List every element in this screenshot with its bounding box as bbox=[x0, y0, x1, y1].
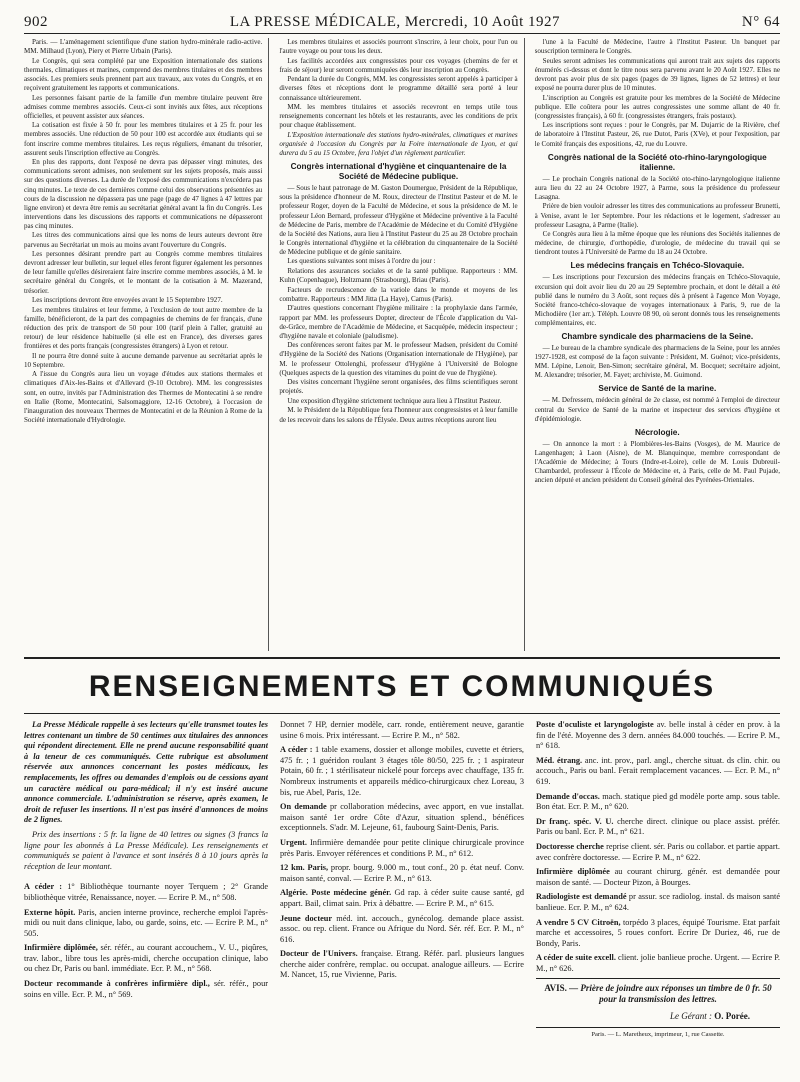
classified-ad: Donnet 7 HP, dernier modèle, carr. ronde, entièrement neuve, garantie usine 6 mois. Prix intéressant. — Ecrire P. M., n° 582. bbox=[280, 720, 524, 740]
paragraph: l'une à la Faculté de Médecine, l'autre à l'Institut Pasteur. Un banquet par souscription terminera le Congrès. bbox=[534, 38, 780, 56]
classified-ad bbox=[536, 918, 780, 950]
paragraph: Les inscriptions sont reçues : pour le Congrès, par M. Dujarric de la Rivière, chef de laboratoire à l'Institut Pasteur, 26, rue Dutot, Paris (XVe), et pour l'exposition, par le Comité français des expositions, 42, rue du Louvre. bbox=[534, 121, 780, 148]
paragraph: Relations des assurances sociales et de la santé publique. Rapporteurs : MM. Kuhn (Copenhague), Holtzmann (Strasbourg), Briau (Paris). bbox=[279, 267, 518, 285]
ad-lead: Externe hôpit. bbox=[24, 907, 76, 917]
paragraph: La cotisation est fixée à 50 fr. pour les membres titulaires et à 25 fr. pour les membres associés. Une réduction de 50 pour 100 est accordée aux étudiants qui se font inscrire comme membres titulaires. Les reçus réguliers, émanant du trésorier, assurent seuls l'inscription effective au Congrès. bbox=[24, 121, 263, 157]
ad-text: 1° Bibliothèque tournante noyer Terquem ; 2° Grande bibliothèque vitrée, Renaissance, noyer. — Ecrire P. M., n° 508. bbox=[24, 882, 268, 902]
paragraph: — Sous le haut patronage de M. Gaston Doumergue, Président de la République, sous la présidence d'honneur de M. Roux, directeur de l'Institut Pasteur et de M. le professeur Roger, doyen de la Faculté de Médecine, et sous la présidence de M. le professeur Léon Bernard, professeur d'Hygiène et Médecine préventive à la Faculté de Médecine de Paris, membre de l'Académie de Médecine et du Comité d'Hygiène de la Société des Nations, aura lieu à l'Institut Pasteur du 25 au 28 Octobre prochain le Congrès international d'hygiène et la célébration du cinquantenaire de la Société de Médecine publique et de génie sanitaire. bbox=[279, 184, 518, 256]
ad-text: Paris, ancien interne province, recherche emploi l'après-midi ou nuit dans clinique, labo, ou garde, soins, etc. — Ecrire P. M., n° 505. bbox=[24, 907, 268, 938]
classifieds-column-2 bbox=[280, 720, 524, 1076]
classified-ad bbox=[536, 817, 780, 838]
notice-box bbox=[536, 978, 780, 1005]
ad-lead: Docteur recommande à confrères infirmière dipl., bbox=[24, 979, 210, 989]
paragraph: Les personnes faisant partie de la famille d'un membre titulaire peuvent être admises comme membres associés. Ceux-ci sont invités aux fêtes, aux réceptions officielles, et peuvent assister aux séances. bbox=[24, 93, 263, 120]
classified-ad bbox=[536, 953, 780, 974]
section-heading: Chambre syndicale des pharmaciens de la Seine. bbox=[561, 332, 754, 342]
section-heading: Congrès international d'hygiène et cinquantenaire de la Société de Médecine publique. bbox=[290, 162, 507, 182]
ad-lead: A céder : bbox=[280, 745, 313, 755]
paragraph: — On annonce la mort : à Plombières-les-Bains (Vosges), de M. Maurice de Langenhagen; à Laon (Aisne), de M. Blanquinque, membre correspondant de l'Académie de Médecine; à Tours (Indre-et-Loire), celle de M. Louis Dubreuil-Chambardel, professeur à l'École de Médecine et, à Paris, celle de M. Paul Pujade, ancien député et ancien président du Conseil général des Pyrénées-Orientales. bbox=[534, 439, 780, 485]
paragraph: Les membres titulaires et leur femme, à l'exclusion de tout autre membre de la famille, bénéficieront, de la part des compagnies de chemins de fer français, d'une réduction des prix de transport de 50 pour 100 (tarif plein à l'aller, gratuité au retour) de leur résidence habituelle (si elle est en France), des diverses gares frontières et des ports français (congressistes étrangers) à Lyon et retour. bbox=[24, 305, 263, 351]
classified-ad bbox=[536, 892, 780, 913]
paragraph: Les facilités accordées aux congressistes pour ces voyages (chemins de fer et frais de séjour) leur seront communiquées dès leur inscription au Congrès. bbox=[279, 56, 518, 74]
paragraph: L'Exposition internationale des stations hydro-minérales, climatiques et marines organisée à l'occasion du Congrès par la Foire internationale de Lyon, et qui durera du 5 au 15 Octobre, fera l'objet d'un règlement particulier. bbox=[279, 130, 518, 158]
ad-text: sér. référ., au courant accouchem., V. U., piqûres, trav. labor., libre tous les après-midi, cherche occupation clinique, labo ou chez Dr, Paris ou banl. immédiate. Ecr. P. M., n° 568. bbox=[24, 943, 268, 974]
classified-ad bbox=[536, 756, 780, 788]
classified-ad bbox=[536, 720, 780, 752]
ad-text: au courant chirurg. génér. est demandée pour maison de santé. — Docteur Pizon, à Bourges. bbox=[536, 867, 780, 887]
banner-divider bbox=[24, 713, 780, 714]
running-head bbox=[24, 14, 780, 32]
header-rule bbox=[24, 33, 780, 34]
classified-ad bbox=[536, 792, 780, 813]
classified-ad bbox=[280, 838, 524, 859]
paragraph: Des visites concernant l'hygiène seront organisées, des films scientifiques seront projetés. bbox=[279, 378, 518, 396]
section-banner: RENSEIGNEMENTS ET COMMUNIQUÉS bbox=[88, 670, 716, 703]
section-heading: Les médecins français en Tchéco-Slovaquie. bbox=[570, 261, 745, 271]
ad-text: sér. référ., pour soins en ville. Ecr. P. M., n° 569. bbox=[24, 979, 268, 999]
notice-title: AVIS. bbox=[544, 983, 567, 994]
ad-text: Gd rap. à céder suite cause santé, gd appart. Bail, climat sain. Prix à débattre. — Ecrire P. M., n° 615. bbox=[280, 888, 524, 908]
classifieds-column-3 bbox=[536, 720, 780, 1076]
paragraph: D'autres questions concernant l'hygiène militaire : la prophylaxie dans l'armée, rapport par MM. les professeurs Dopter, directeur de l'École d'application du Val-de-Grâce, membre de l'Académie de Médecine, et Sacquépée, médecin inspecteur ; d'hygiène navale et coloniale (paludisme). bbox=[279, 304, 518, 340]
section-heading: Congrès national de la Société oto-rhino-laryngologique italienne. bbox=[547, 152, 767, 172]
issue-number: N° 64 bbox=[741, 14, 780, 30]
ad-lead: Urgent. bbox=[280, 837, 307, 847]
manager-signature bbox=[536, 1011, 750, 1021]
ad-text: française. Etrang. Référ. parl. plusieurs langues cherche aider confrère, remplac. ou occupat. analogue ailleurs. — Ecrire M. Nancet, 15, rue Vivienne, Paris. bbox=[280, 949, 524, 980]
section-heading: Service de Santé de la marine. bbox=[598, 384, 717, 394]
ad-lead: Demande d'occas. bbox=[536, 791, 600, 801]
classified-ad bbox=[280, 888, 524, 909]
publication-title: LA PRESSE MÉDICALE, Mercredi, 10 Août 1927 bbox=[229, 14, 561, 30]
ad-lead: Radiologiste est demandé bbox=[536, 892, 627, 902]
paragraph: Les membres titulaires et associés pourront s'inscrire, à leur choix, pour l'un ou l'autre voyage ou pour tous les deux. bbox=[279, 38, 518, 56]
paragraph: Seules seront admises les communications qui auront trait aux sujets des rapports énumérés ci-dessus et dont le titre nous sera parvenu avant le 20 Août 1927. Elles ne devront pas avoir plus de six pages (pages de 39 lignes, lignes de 52 lettres) et leur exposé ne pourra durer plus de 10 minutes. bbox=[534, 56, 780, 92]
ad-lead: Algérie. Poste médecine génér. bbox=[280, 888, 392, 898]
classified-ad bbox=[536, 842, 780, 863]
classified-ad bbox=[280, 914, 524, 946]
paragraph: Le Congrès, qui sera complété par une Exposition internationale des stations thermales, climatiques et marines, comprend des membres titulaires et des membres associés. Les premiers seuls prennent part aux travaux, aux votes du Congrès, et en reçoivent gratuitement les rapports et communications. bbox=[24, 56, 263, 92]
ad-lead: Docteur de l'Univers. bbox=[280, 949, 358, 959]
classified-ad bbox=[24, 943, 268, 975]
ad-text: Infirmière demandée pour petite clinique chirurgicale province près Paris. Envoyer références et conditions P. M., n° 612. bbox=[280, 837, 524, 858]
ad-lead: Infirmière diplômée bbox=[536, 867, 610, 877]
paragraph: Pendant la durée du Congrès, MM. les congressistes seront appelés à participer à diverses fêtes et réceptions dont le programme détaillé sera porté à leur connaissance ultérieurement. bbox=[279, 75, 518, 102]
manager-name: O. Porée. bbox=[714, 1011, 750, 1022]
paragraph: M. le Président de la République fera l'honneur aux congressistes et à leur famille de les recevoir dans les salons de l'Élysée. Deux autres réceptions auront lieu bbox=[279, 406, 518, 424]
ad-text: cherche direct. clinique ou place assist. préfér. Paris ou banl. Ecr. P. M., n° 621. bbox=[536, 816, 780, 837]
ad-lead: Jeune docteur bbox=[280, 913, 333, 923]
printer-credit: Paris. — L. Maretheux, imprimeur, 1, rue Cassette. bbox=[536, 1027, 780, 1038]
ad-text: pr assur. sce radiolog. instal. ds maison santé banlieue. Ecr. P. M., n° 624. bbox=[536, 892, 780, 912]
manager-label: Le Gérant : bbox=[670, 1011, 713, 1022]
page-number: 902 bbox=[24, 14, 48, 30]
ad-text: av. belle instal à céder en prov. à la fin de l'été. Moyenne des 3 dern. années 84.000 touchés. — Ecrire P. M., n° 618. bbox=[536, 720, 780, 751]
paragraph: L'inscription au Congrès est gratuite pour les membres de la Société de Médecine publique. Elle coûtera pour les autres congressistes une somme allant de 40 fr. (congressistes français), à 60 fr. (congressistes étrangers, frais postaux). bbox=[534, 93, 780, 120]
ad-lead: Méd. étrang. bbox=[536, 755, 583, 765]
ad-lead: A vendre 5 CV Citroën, bbox=[536, 917, 621, 927]
classifieds-column-1 bbox=[24, 720, 268, 1076]
classified-ad bbox=[24, 979, 268, 1000]
paragraph: Prière de bien vouloir adresser les titres des communications au professeur Brunetti, à Venise, avant le 1er Septembre. Pour les rédactions et le logement, s'adresser au professeur Lasagna, à Parme (Italie). bbox=[534, 202, 780, 229]
paragraph: Les titres des communications ainsi que les noms de leurs auteurs devront être parvenus au Secrétariat un mois au moins avant l'ouverture du Congrès. bbox=[24, 231, 263, 249]
ad-text: torpédo 3 places, équipé Tourisme. Etat parfait marche et accessoires, 5 roues confort. Ecrire Dr Duriez, 46, rue de Bondy, Paris. bbox=[536, 917, 780, 948]
paragraph: A l'issue du Congrès aura lieu un voyage d'études aux stations thermales et climatiques d'Aix-les-Bains et d'Allevard (9-10 Octobre). MM. les congressistes sont, en outre, invités par l'Administration des Thermes de Montecatini à se rendre en Italie (Rome, Montecatini, Salsomaggiore, 12-16 Octobre), à l'occasion de l'inauguration des nouveaux Thermes de Montecatini et de la Réunion à Rome de la Société internationale d'Hydrologie. bbox=[24, 370, 263, 424]
paragraph: Ce Congrès aura lieu à la même époque que les réunions des Sociétés italiennes de médecine, de chirurgie, d'orthopédie, d'urologie, de médecine du travail qui se tiendront toutes à l'Université de Parme du 18 au 24 Octobre. bbox=[534, 230, 780, 257]
classified-ad bbox=[536, 867, 780, 888]
ad-lead: Poste d'oculiste et laryngologiste bbox=[536, 720, 654, 729]
paragraph: — Les inscriptions pour l'excursion des médecins français en Tchéco-Slovaquie, excursion qui doit avoir lieu du 20 au 29 Septembre prochain, et dont le détail a été publié dans le numéro du 3 Août, sont reçues dès à présent à l'agence Mon Voyage, Société franco-tchéco-slovaque de voyages internationaux à Paris, 9, rue de la Michodière (1er arr.). Téléph. Louvre 08 90, où seront donnés tous les renseignements complémentaires, etc. bbox=[534, 273, 780, 327]
paragraph: Une exposition d'hygiène strictement technique aura lieu à l'Institut Pasteur. bbox=[287, 396, 502, 405]
ad-lead: 12 km. Paris, bbox=[280, 863, 329, 873]
news-column-1 bbox=[24, 38, 269, 651]
paragraph: MM. les membres titulaires et associés recevront en temps utile tous renseignements concernant les hôtels et les restaurants, avec les conditions de prix pour chaque établissement. bbox=[279, 103, 518, 130]
notice-text: — Prière de joindre aux réponses un timbre de 0 fr. 50 pour la transmission des lettres. bbox=[569, 983, 772, 1005]
ad-lead: Infirmière diplômée, bbox=[24, 943, 98, 953]
ad-text: reprise client. sér. Paris ou collabor. et partie appart. avec confrère doctoresse. — Ecrire P. M., n° 622. bbox=[536, 841, 780, 862]
news-column-3 bbox=[535, 38, 780, 651]
ad-text: méd. int. accouch., gynécolog. demande place assist. assoc. ou rep. client. France ou Afrique du Nord. Sér. réf. Ecr. P. M., n° 616. bbox=[280, 913, 524, 944]
classified-ad bbox=[280, 802, 524, 834]
paragraph: En plus des rapports, dont l'exposé ne devra pas dépasser vingt minutes, des communications seront admises, non seulement sur les sujets proposés, mais aussi sur des questions diverses. La durée de l'exposé des communications n'excédera pas cinq minutes. Le texte de ces dernières comme celui des observations présentées au cours de la discussion ne dépassera pas une page (page de 47 lignes à 47 lettres par ligne environ) et devra être remis au secrétariat général avant la fin du Congrès. Les interventions dans les discussions des rapports et communications ne dépasseront pas cinq minutes. bbox=[24, 158, 263, 230]
ad-lead: A céder : bbox=[24, 882, 62, 892]
classifieds bbox=[24, 720, 780, 1076]
ad-text: anc. int. prov., parl. angl., cherche situat. ds clin. chir. ou accouch., Paris ou banl. Ferait remplacement vacances. — Ecr. P. M., n° 619. bbox=[536, 755, 780, 786]
paragraph: Facteurs de recrudescence de la variole dans le monde et moyens de les combattre. Rapporteurs : MM Jitta (La Haye), Camus (Paris). bbox=[279, 285, 518, 303]
paragraph: — M. Defressem, médecin général de 2e classe, est nommé à l'emploi de directeur central du Service de Santé de la marine et inspecteur des services d'hygiène et d'épidémiologie. bbox=[534, 396, 780, 423]
classified-ad bbox=[280, 949, 524, 981]
paragraph: — Le prochain Congrès national de la Société oto-rhino-laryngologique italienne aura lieu du 22 au 24 Octobre 1927, à Parme, sous la présidence du professeur Lasagna. bbox=[534, 174, 780, 201]
classified-ad bbox=[280, 745, 524, 798]
section-heading: Nécrologie. bbox=[635, 427, 680, 437]
ad-text: propr. bourg. 9.000 m., tout conf., 20 p. état neuf. Conv. maison santé, conval. — Ecrire P. M., n° 613. bbox=[280, 863, 524, 883]
classified-ad bbox=[24, 908, 268, 940]
ad-lead: Dr franç. spéc. V. U. bbox=[536, 816, 614, 826]
paragraph: — Le bureau de la chambre syndicale des pharmaciens de la Seine, pour les années 1927-1928, est composé de la façon suivante : Président, M. Guénot; vice-présidents, MM. Lépine, Lenoir, Ben-Simon; secrétaire général, M. Bocquet; secrétaire adjoint, M. Alexandre; trésorier, M. Fayet; archiviste, M. Guimond. bbox=[534, 344, 780, 380]
paragraph: Paris. — L'aménagement scientifique d'une station hydro-minérale radio-active. MM. Milhaud (Lyon), Piery et Pierre Urbain (Paris). bbox=[24, 38, 263, 56]
paragraph: Les personnes désirant prendre part au Congrès comme membres titulaires devront adresser leur bulletin, sur lequel elles feront figurer également les personnes de leur famille qu'elles désireraient faire inscrire comme membres associés, à M. le secrétaire général du Congrès, et le montant de la cotisation à M. Mazerand, trésorier. bbox=[24, 250, 263, 295]
paragraph: Des conférences seront faites par M. le professeur Madsen, président du Comité d'Hygiène de la Société des Nations (Organisation internationale de l'Hygiène), par M. le professeur Ottolenghi, professeur d'Hygiène à l'Université de Bologne (Quelques aspects de la question des vitamines du point de vue de l'hygiène). bbox=[279, 341, 518, 377]
ad-lead: A céder de suite excell. bbox=[536, 953, 616, 963]
ad-text: client. jolie banlieue proche. Urgent. — Ecrire P. M., n° 626. bbox=[536, 953, 780, 973]
ad-text: pr collaboration médecins, avec apport, en vue installat. maison santé 1er ordre Côte d'Azur, situation splend., bénéfices exceptionnels. S'adr. M. Lejeune, 61, faubourg Saint-Denis, Paris. bbox=[280, 802, 524, 833]
news-column-2 bbox=[279, 38, 524, 651]
pricing-note: Prix des insertions : 5 fr. la ligne de 40 lettres ou signes (3 francs la ligne pour les abonnés à La Presse Médicale). Les renseignements et communiqués se paient à l'avance et sont insérés 8 à 10 jours après la réception de leur montant. bbox=[24, 829, 268, 871]
paragraph: Les inscriptions devront être envoyées avant le 15 Septembre 1927. bbox=[32, 296, 223, 305]
ad-text: mach. statique pied gd modèle porte amp. sous table. Bon état. Ecr. P. M., n° 620. bbox=[536, 791, 780, 812]
paragraph: Les questions suivantes sont mises à l'ordre du jour : bbox=[287, 257, 436, 266]
section-divider bbox=[24, 657, 780, 659]
ad-text: 1 table examens, dossier et allonge mobiles, cuvette et étriers, 475 fr. ; 1 guéridon roulant 3 étages tôle 80/50, 225 fr. ; 1 aspirateur Potain, 60 fr. ; 1 stérilisateur nickelé pour forceps avec chauffage, 135 fr. Nombreux instruments et appareils médico-chirurgicaux chez Loreau, 3 bis, rue Abel, Paris, 12e. bbox=[280, 745, 524, 797]
ad-lead: Doctoresse cherche bbox=[536, 841, 604, 851]
paragraph: Il ne pourra être donné suite à aucune demande parvenue au secrétariat après le 10 Septembre. bbox=[24, 351, 263, 369]
ad-lead: On demande bbox=[280, 802, 327, 812]
classified-ad bbox=[24, 882, 268, 903]
news-columns bbox=[24, 38, 780, 651]
classified-ad bbox=[280, 863, 524, 884]
classifieds-intro: La Presse Médicale rappelle à ses lecteurs qu'elle transmet toutes les lettres contenant un timbre de 50 centimes aux titulaires des annonces qui répondent directement. Elle ne prend aucune responsabilité quant à la teneur de ces communiqués. Cette rubrique est absolument réservée aux annonces concernant les postes médicaux, les remplacements, les offres ou demandes d'emplois ou de cessions ayant un caractère médical ou para-médical; il n'y est inséré aucune annonce commerciale. L'administration se réserve, après examen, le droit de refuser les insertions. Il n'est pas inséré d'annonces de moins de 2 lignes. bbox=[24, 720, 268, 825]
